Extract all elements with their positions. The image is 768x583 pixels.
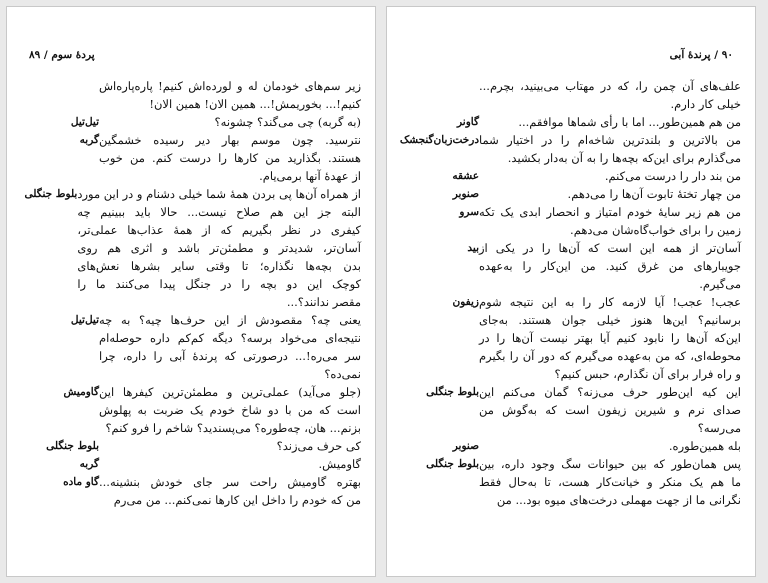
text-line: کی حرف می‌زند؟ xyxy=(276,439,361,453)
speaker-name: گاو ماده xyxy=(63,476,99,488)
dialogue-text xyxy=(99,131,361,185)
dialogue-block xyxy=(401,293,741,383)
text-line: سر می‌ره!... درصورتی که پرندهٔ آبی را داره، چرا xyxy=(99,349,361,363)
text-line: علف‌های آن چمن را، که در مهتاب می‌بینید، بچرم... xyxy=(479,79,741,93)
dialogue-text xyxy=(77,185,361,311)
text-line: (جلو می‌آید) عملی‌ترین و مطمئن‌ترین کیفرها این xyxy=(99,385,361,399)
dialogue-block xyxy=(401,203,741,239)
dialogue-block xyxy=(21,311,361,383)
speaker-name: صنوبر xyxy=(452,188,479,200)
dialogue-block xyxy=(401,167,741,185)
page-header xyxy=(29,49,353,69)
dialogue-text xyxy=(479,383,741,437)
text-line: محوطه‌ای، که من به‌عهده می‌گیرم که دور آن را بگیرم xyxy=(479,349,741,363)
dialogue-block xyxy=(21,473,361,509)
text-line: پس همان‌طور که بین حیوانات سگ وجود داره، بین xyxy=(479,457,741,471)
text-line: از عهدهٔ آنها برمی‌یام. xyxy=(259,169,361,183)
text-line: و راه فرار برای آن نگذارم، حبس کنیم؟ xyxy=(554,367,741,381)
dialogue-text xyxy=(479,131,741,167)
text-line: یعنی چه؟ مقصودش از این حرف‌ها چیه؟ به چه xyxy=(99,313,361,327)
text-line: من هم زیر سایهٔ خودم امتیاز و انحصار ابدی یک تکه xyxy=(479,205,741,219)
speaker-name: بید xyxy=(467,242,479,254)
speaker-name: عشقه xyxy=(452,170,479,182)
text-line: گاومیش. xyxy=(318,457,361,471)
dialogue-text xyxy=(99,311,361,383)
text-line: می‌رسه؟ xyxy=(697,421,741,435)
speaker-name: بلوط جنگلی xyxy=(426,386,479,398)
text-line: آسان‌تر، شدیدتر و مطمئن‌تر باشد و اثری هم روی xyxy=(77,241,361,255)
text-line: کنیم!... بخوریمش!... همین الان! همین الان! xyxy=(149,97,361,111)
header-text: ۹۰ / پرندهٔ آبی xyxy=(669,49,733,61)
text-line: زمین را برای خواب‌گاه‌شان می‌دهم. xyxy=(570,223,741,237)
text-line: بله همین‌طوره. xyxy=(668,439,741,453)
dialogue-block xyxy=(401,437,741,455)
dialogue-text xyxy=(99,473,361,509)
text-line: آسان‌تر از همه این است که آن‌ها را در یکی از xyxy=(479,241,741,255)
speaker-name: بلوط جنگلی xyxy=(24,188,78,200)
speaker-name: گربه xyxy=(79,134,99,146)
text-line: بزنم... هان، چه‌طوره؟ می‌پسندید؟ شاخم را فرو کنم؟ xyxy=(105,421,361,435)
text-line: من بند دار را درست می‌کنم. xyxy=(604,169,741,183)
page-body xyxy=(21,77,361,509)
dialogue-block xyxy=(401,185,741,203)
dialogue-block xyxy=(21,113,361,131)
dialogue-text xyxy=(479,203,741,239)
speaker-name: تیل‌تیل xyxy=(70,314,99,326)
text-line: بهتره گاومیش راحت سر جای خودش بنشینه... xyxy=(99,475,361,489)
dialogue-text xyxy=(479,77,741,113)
text-line: هستند. بگذارید من کارها را درست کنم. من خوب xyxy=(99,151,361,165)
text-line: نترسید. چون موسم بهار دیر رسیده خشمگین xyxy=(99,133,361,147)
speaker-name: بلوط جنگلی xyxy=(426,458,479,470)
speaker-name: درخت‌زبان‌گنجشک xyxy=(399,134,479,146)
dialogue-text xyxy=(99,437,361,455)
dialogue-text xyxy=(479,437,741,455)
text-line: خیلی کار دارم. xyxy=(670,97,741,111)
text-line: کوچک این دو بچه را در جنگل پیدا می‌کنند ما را xyxy=(77,277,361,291)
dialogue-block xyxy=(401,455,741,509)
dialogue-text xyxy=(99,455,361,473)
dialogue-text xyxy=(99,383,361,437)
speaker-name: صنوبر xyxy=(452,440,479,452)
speaker-name: زیفون xyxy=(452,296,479,308)
dialogue-block xyxy=(401,131,741,167)
dialogue-text xyxy=(99,113,361,131)
text-line: ما هم یک منکر و خیانت‌کار هست، تا به‌حال فقط xyxy=(479,475,741,489)
dialogue-block xyxy=(21,77,361,113)
text-line: بدن بچه‌ها نگذاره؛ تا وقتی سایر بشرها نعش‌های xyxy=(77,259,361,273)
header-text: پردهٔ سوم / ۸۹ xyxy=(29,49,95,61)
text-line: زیر سم‌های خودمان له و لورده‌اش کنیم! پاره‌پاره‌اش xyxy=(99,79,361,93)
text-line: می‌گیرم. xyxy=(699,277,741,291)
right-page xyxy=(386,6,756,577)
speaker-name: سرو xyxy=(459,206,479,218)
text-line: من که خودم را داخل این کارها نمی‌کنم... من می‌رم xyxy=(113,493,361,507)
dialogue-text xyxy=(479,185,741,203)
dialogue-text xyxy=(99,77,361,113)
text-line: عجب! عجب! آیا لازمه کار را به این نتیجه شوم xyxy=(479,295,741,309)
dialogue-block xyxy=(21,383,361,437)
text-line: نتیجه‌ای می‌خواد برسه؟ دیگه کم‌کم داره حوصله‌ام xyxy=(99,331,361,345)
dialogue-block xyxy=(401,383,741,437)
text-line: کیفری در نظر بگیریم که از همهٔ عذاب‌ها عملی‌تر، xyxy=(77,223,361,237)
text-line: می‌گذارم برای این‌که بچه‌ها را به آن به‌دار بکشید. xyxy=(507,151,741,165)
left-page xyxy=(6,6,376,577)
dialogue-text xyxy=(479,113,741,131)
text-line: جویبارهای من غرق کنید. من این‌کار را به‌عهده xyxy=(479,259,741,273)
text-line: است که من با دو شاخ خودم یک ضربت به پهلوش xyxy=(99,403,361,417)
text-line: مقصر ندانند؟... xyxy=(286,295,361,309)
dialogue-block xyxy=(21,455,361,473)
text-line: این کیه این‌طور حرف می‌زنه؟ گمان می‌کنم این xyxy=(479,385,741,399)
speaker-name: بلوط جنگلی xyxy=(46,440,99,452)
page-body xyxy=(401,77,741,509)
dialogue-block xyxy=(401,77,741,113)
speaker-name: گربه xyxy=(79,458,99,470)
text-line: من چهار تختهٔ تابوت آن‌ها را می‌دهم. xyxy=(567,187,741,201)
text-line: از همراه آن‌ها پی بردن همهٔ شما خیلی دشنام و در این مورد xyxy=(77,187,361,201)
text-line: من بالاترین و بلندترین شاخه‌ام را در اختیار شما xyxy=(479,133,741,147)
text-line: نگرانی ما از جهت مهملی درخت‌های میوه بود... من xyxy=(496,493,741,507)
text-line: صدای نرم و شیرین زیفون است که به‌گوش من xyxy=(479,403,741,417)
dialogue-text xyxy=(479,455,741,509)
dialogue-block xyxy=(401,239,741,293)
dialogue-text xyxy=(479,239,741,293)
speaker-name: تیل‌تیل xyxy=(70,116,99,128)
dialogue-block xyxy=(21,437,361,455)
text-line: نمی‌ده؟ xyxy=(324,367,361,381)
text-line: (به گربه) چی می‌گند؟ چشونه؟ xyxy=(214,115,361,129)
text-line: برسانیم؟ این‌ها هنوز خیلی جوان هستند. به‌جای xyxy=(479,313,741,327)
speaker-name: گاونر xyxy=(457,116,479,128)
page-header xyxy=(409,49,733,69)
text-line: البته جز این هم صلاح نیست... حالا باید ببینیم چه xyxy=(77,205,361,219)
speaker-name: گاومیش xyxy=(63,386,99,398)
dialogue-text xyxy=(479,293,741,383)
dialogue-block xyxy=(21,185,361,311)
dialogue-block xyxy=(401,113,741,131)
dialogue-block xyxy=(21,131,361,185)
text-line: این‌که آن‌ها را نابود کنیم آیا بهتر نیست آن‌ها را در xyxy=(479,331,741,345)
text-line: من هم همین‌طور... اما با رأی شماها موافقم... xyxy=(518,115,741,129)
dialogue-text xyxy=(479,167,741,185)
